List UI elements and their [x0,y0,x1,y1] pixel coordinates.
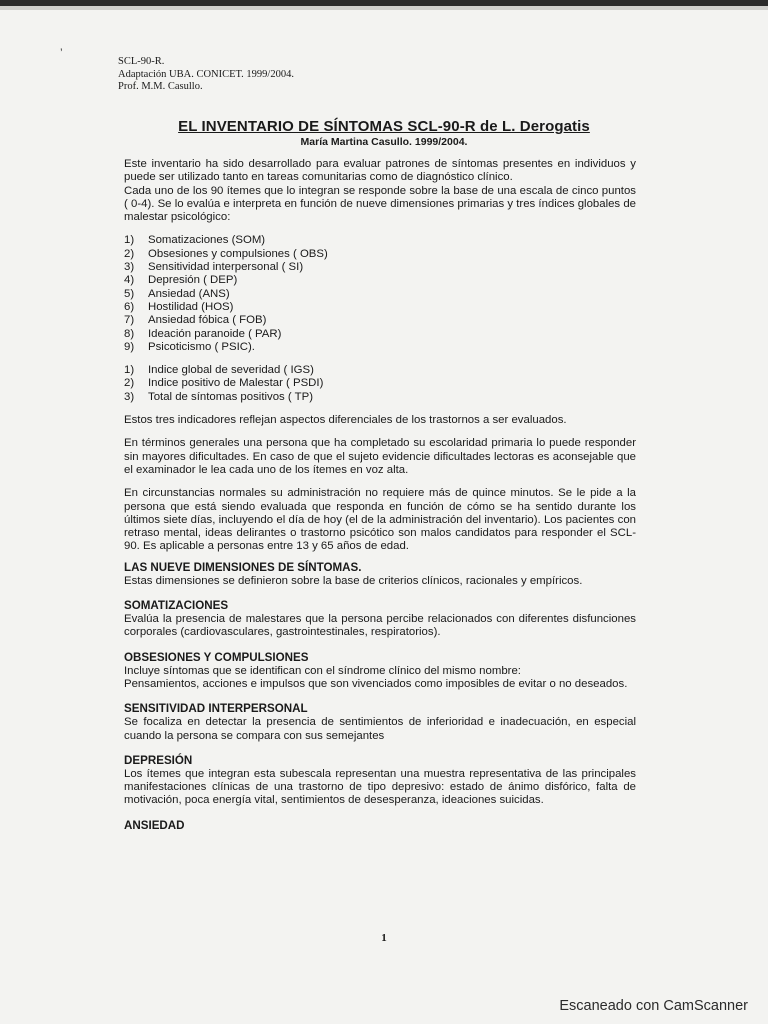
section-title-ansiedad: ANSIEDAD [124,818,185,832]
intro-paragraph-2: Cada uno de los 90 ítemes que lo integran se responde sobre la base de una escala de cinco puntos ( 0-4). Se lo evalúa e interpreta en función de nueve dimensiones primarias y tres índices globales de malestar psicológico: [124,184,636,224]
section-text-nine-dimensions: Estas dimensiones se definieron sobre la base de criterios clínicos, racionales y empíricos. [124,574,583,587]
list-item: 8) Ideación paranoide ( PAR) [124,327,282,340]
camscanner-watermark: Escaneado con CamScanner [559,998,748,1014]
intro-paragraph: Este inventario ha sido desarrollado para evaluar patrones de síntomas presentes en individuos y puede ser utilizado tanto en tareas comunitarias como de diagnóstico clínico. [124,158,636,184]
section-text-somatizaciones: Evalúa la presencia de malestares que la persona percibe relacionados con diferentes disfunciones corporales (cardiovasculares, gastrointestinales, respiratorios). [124,613,636,639]
general-paragraph: En términos generales una persona que ha completado su escolaridad primaria lo puede responder sin mayores dificultades. En caso de que el sujeto evidencie dificultades lectoras es aconsejable que el examinador le lea cada uno de los ítemes en voz alta. [124,437,636,476]
list-item: 1) Somatizaciones (SOM) [124,234,266,247]
document-header [118,56,294,94]
section-text-obsesiones-2: Pensamientos, acciones e impulsos que son vivenciados como imposibles de evitar o no deseados. [124,677,628,690]
section-title-somatizaciones: SOMATIZACIONES [124,599,229,613]
document-subtitle: María Martina Casullo. 1999/2004. [300,136,468,148]
list-item: 7) Ansiedad fóbica ( FOB) [124,314,267,327]
list-item: 2) Obsesiones y compulsiones ( OBS) [124,247,328,260]
section-text-depresion: Los ítemes que integran esta subescala representan una muestra representativa de las principales manifestaciones clínicas de una trastorno de tipo depresivo: estado de ánimo disfórico, falta de motivación, poca energía vital, sentimientos de desesperanza, ideaciones suicidas. [124,767,636,807]
list-item: 9) Psicoticismo ( PSIC). [124,340,255,353]
document-title: EL INVENTARIO DE SÍNTOMAS SCL-90-R de L. Derogatis [178,118,590,135]
section-title-obsesiones: OBSESIONES Y COMPULSIONES [124,650,309,664]
header-line-1: SCL-90-R. [118,56,165,67]
document-body [124,158,636,833]
list-item: 1) Indice global de severidad ( IGS) [124,364,314,377]
indices-list [124,364,636,404]
list-item: 4) Depresión ( DEP) [124,274,238,287]
stray-mark: ’ [60,46,63,60]
section-text-sensitividad: Se focaliza en detectar la presencia de sentimientos de inferioridad e inadecuación, en especial cuando la persona se compara con sus semejantes [124,716,636,742]
page-number: 1 [381,932,387,944]
header-line-2: Adaptación UBA. CONICET. 1999/2004. [118,68,294,80]
section-text-obsesiones-1: Incluye síntomas que se identifican con el síndrome clínico del mismo nombre: [124,664,521,677]
indicators-paragraph: Estos tres indicadores reflejan aspectos diferenciales de los trastornos a ser evaluados. [124,414,567,427]
list-item: 5) Ansiedad (ANS) [124,287,230,300]
section-title-sensitividad: SENSITIVIDAD INTERPERSONAL [124,702,308,716]
section-title-depresion: DEPRESIÓN [124,753,193,767]
list-item: 3) Total de síntomas positivos ( TP) [124,390,314,403]
header-line-3: Prof. M.M. Casullo. [118,81,203,92]
section-title-nine-dimensions: LAS NUEVE DIMENSIONES DE SÍNTOMAS. [124,560,362,574]
list-item: 3) Sensitividad interpersonal ( SI) [124,261,304,274]
list-item: 6) Hostilidad (HOS) [124,300,234,313]
dimensions-list [124,234,636,354]
circumstances-paragraph: En circunstancias normales su administración no requiere más de quince minutos. Se le pide a la persona que está siendo evaluada que responda en función de cómo se ha sentido durante los últimos siete días, incluyendo el día de hoy (el de la administración del inventario). Los pacientes con retraso mental, ideas delirantes o trastorno psicótico son malos candidatos para responder el SCL-90. Es aplicable a personas entre 13 y 65 años de edad. [124,487,636,553]
list-item: 2) Indice positivo de Malestar ( PSDI) [124,377,324,390]
document-page [0,10,768,1024]
